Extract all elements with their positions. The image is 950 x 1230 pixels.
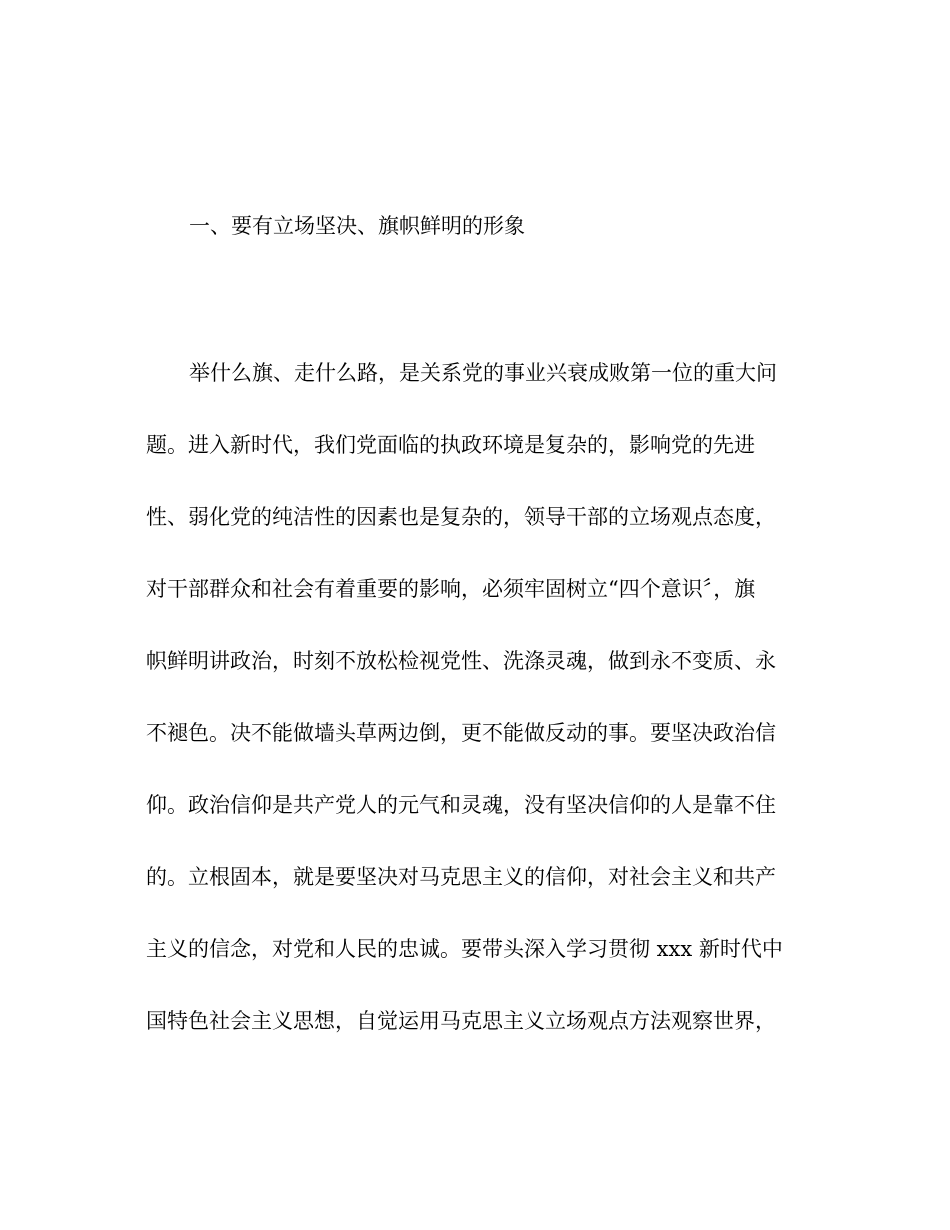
section-heading: 一、要有立场坚决、旗帜鲜明的形象 (189, 214, 525, 238)
paragraph-line: 题。进入新时代，我们党面临的执政环境是复杂的，影响党的先进 (146, 433, 755, 457)
paragraph-line: 举什么旗、走什么路，是关系党的事业兴衰成败第一位的重大问 (189, 361, 777, 385)
paragraph-line: 主义的信念，对党和人民的忠诚。要带头深入学习贯彻 xxx 新时代中 (146, 937, 783, 961)
paragraph-line: 的。立根固本，就是要坚决对马克思主义的信仰，对社会主义和共产 (146, 865, 776, 889)
paragraph-line: 对干部群众和社会有着重要的影响，必须牢固树立“四个意识〞，旗 (146, 577, 756, 601)
paragraph-line: 仰。政治信仰是共产党人的元气和灵魂，没有坚决信仰的人是靠不住 (146, 793, 776, 817)
paragraph-line: 帜鲜明讲政治，时刻不放松检视党性、洗涤灵魂，做到永不变质、永 (146, 649, 776, 673)
paragraph-line: 国特色社会主义思想，自觉运用马克思主义立场观点方法观察世界， (146, 1009, 776, 1033)
paragraph-line: 性、弱化党的纯洁性的因素也是复杂的，领导干部的立场观点态度， (146, 505, 776, 529)
paragraph-line: 不褪色。决不能做墙头草两边倒，更不能做反动的事。要坚决政治信 (146, 721, 776, 745)
